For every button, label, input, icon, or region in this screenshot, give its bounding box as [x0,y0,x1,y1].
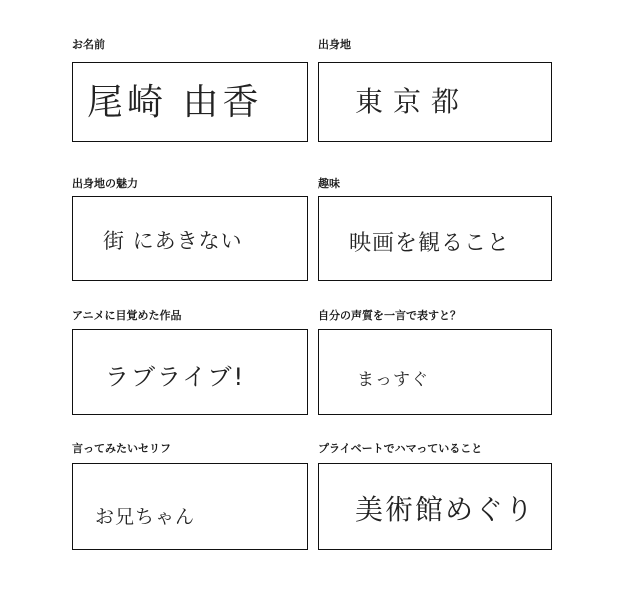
field-label-awakening-anime: アニメに目覚めた作品 [72,309,182,322]
field-label-private-hobby: プライベートでハマっていること [318,442,483,455]
handwritten-answer-hobby: 映画を観ること [349,231,511,256]
handwritten-answer-awakening-anime: ラブライブ! [105,363,246,391]
handwritten-answer-hometown-charm: 街 にあきない [103,229,243,253]
field-label-dream-line: 言ってみたいセリフ [72,442,171,455]
handwritten-answer-dream-line: お兄ちゃん [95,506,196,528]
handwritten-answer-private-hobby: 美術館めぐり [355,493,536,526]
handwritten-answer-voice-quality: まっすぐ [357,370,429,390]
answer-box-voice-quality [318,329,552,415]
answer-box-hometown [318,62,552,142]
answer-box-awakening-anime [72,329,308,415]
answer-box-name [72,62,308,142]
handwritten-answer-name: 尾崎 由香 [87,82,263,123]
field-label-hobby: 趣味 [318,177,340,190]
field-label-voice-quality: 自分の声質を一言で表すと？ [318,309,461,322]
field-label-hometown-charm: 出身地の魅力 [72,177,138,190]
answer-box-hobby [318,196,552,281]
answer-box-hometown-charm [72,196,308,281]
field-label-name: お名前 [72,38,105,51]
answer-box-dream-line [72,463,308,550]
answer-box-private-hobby [318,463,552,550]
handwritten-answer-hometown: 東京都 [355,85,470,118]
field-label-hometown: 出身地 [318,38,351,51]
